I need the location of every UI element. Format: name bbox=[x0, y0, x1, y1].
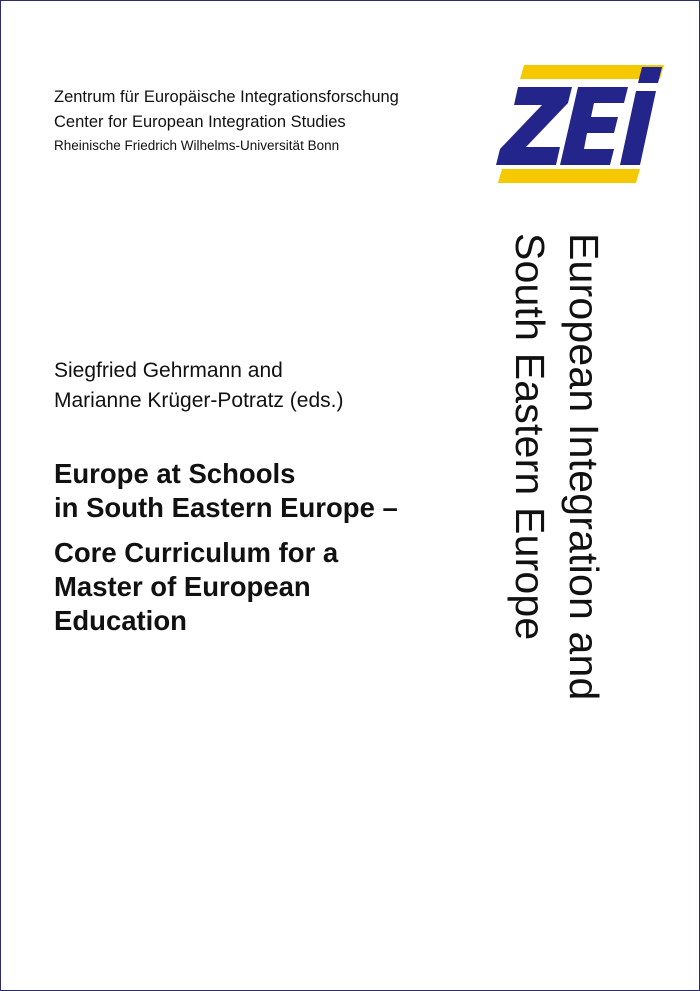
editor-line1: Siegfried Gehrmann and bbox=[54, 359, 283, 382]
logo-letter-i-dot bbox=[638, 67, 662, 83]
editors-block bbox=[54, 356, 343, 416]
title-line1: Europe at Schools bbox=[54, 458, 296, 489]
subtitle-line1: Core Curriculum for a bbox=[54, 537, 339, 568]
series-title bbox=[503, 233, 611, 815]
logo-letter-i-stem bbox=[620, 91, 656, 165]
logo-letter-z bbox=[496, 87, 572, 165]
series-title-line2: South Eastern Europe bbox=[507, 233, 553, 641]
logo-letter-e bbox=[560, 87, 628, 165]
subtitle-line2: Master of European bbox=[54, 571, 311, 602]
book-title bbox=[54, 457, 398, 638]
series-title-line1: European Integration and bbox=[561, 233, 607, 701]
editor-line2: Marianne Krüger-Potratz (eds.) bbox=[54, 389, 344, 412]
logo-bottom-bar bbox=[498, 169, 640, 183]
zei-logo-graphic bbox=[494, 63, 666, 187]
institute-name-english: Center for European Integration Studies bbox=[54, 113, 346, 131]
title-line2: in South Eastern Europe – bbox=[54, 492, 398, 523]
institute-block bbox=[54, 85, 399, 157]
subtitle-line3: Education bbox=[54, 605, 187, 636]
institute-name-german: Zentrum für Europäische Integrationsforschung bbox=[54, 88, 399, 106]
university-name: Rheinische Friedrich Wilhelms-Universität Bonn bbox=[54, 138, 340, 153]
zei-logo bbox=[494, 63, 666, 187]
